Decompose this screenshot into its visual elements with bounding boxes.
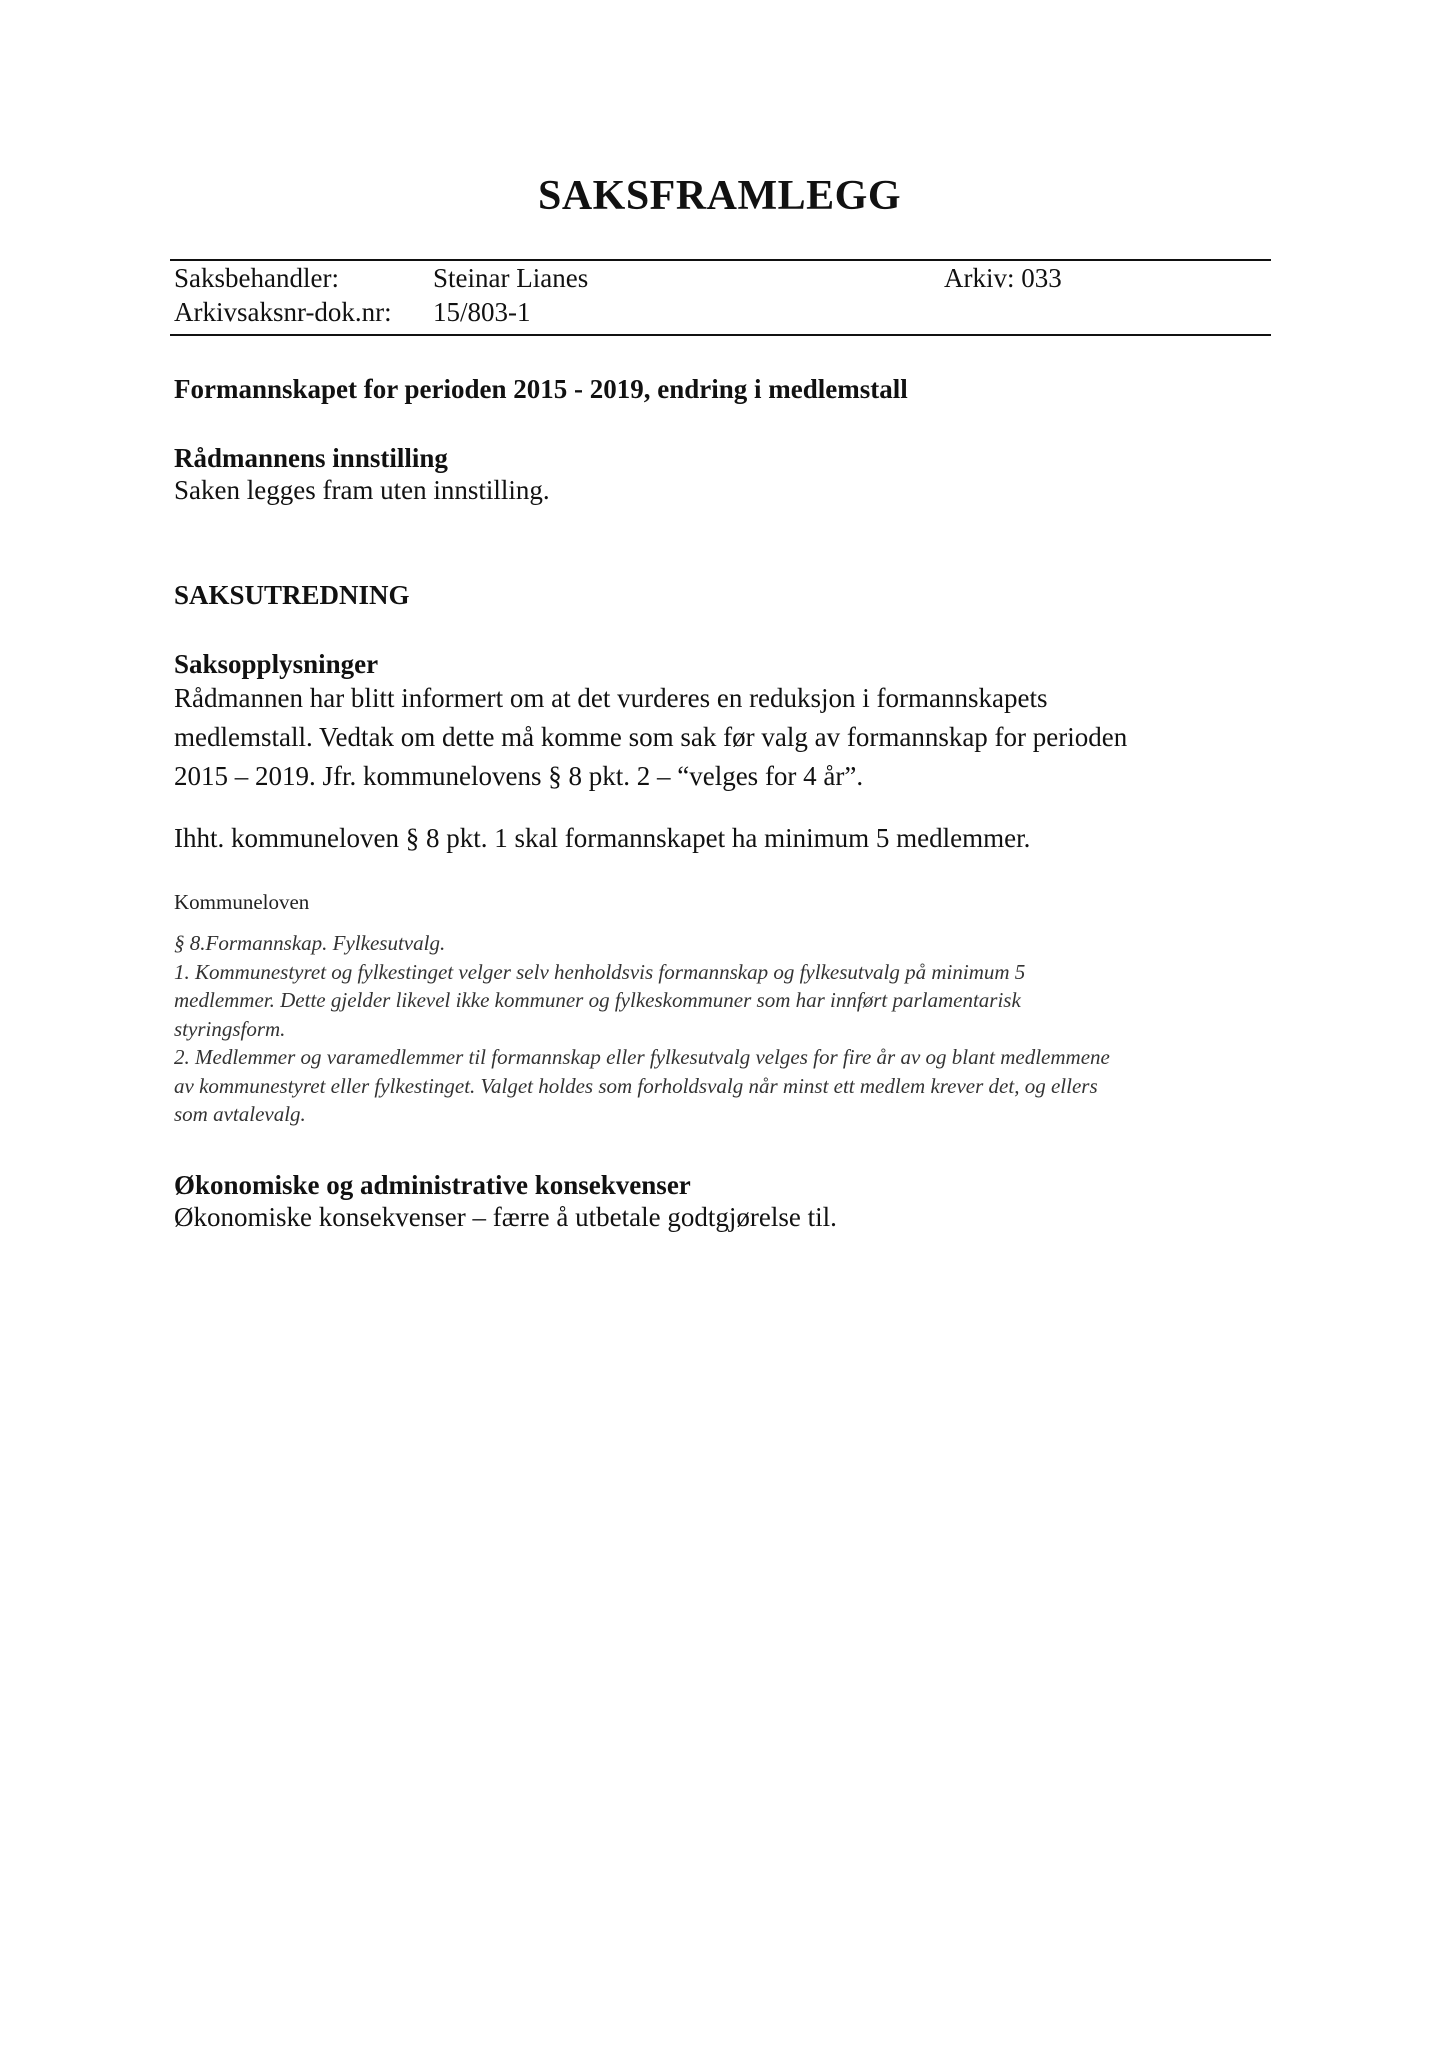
arkivsaksnr-label: Arkivsaksnr-dok.nr:: [174, 297, 392, 327]
konsekvenser-heading: Økonomiske og administrative konsekvenser: [174, 1170, 691, 1200]
konsekvenser-text: Økonomiske konsekvenser – færre å utbetale godtgjørelse til.: [174, 1202, 837, 1232]
arkivsaksnr-value: 15/803-1: [433, 297, 531, 327]
saksbehandler-label: Saksbehandler:: [174, 263, 339, 293]
arkiv-code: Arkiv: 033: [944, 263, 1062, 293]
saksopplysninger-line-2: medlemstall. Vedtak om dette må komme som sak før valg av formannskap for perioden: [174, 722, 1128, 752]
saksopplysninger-line-3: 2015 – 2019. Jfr. kommunelovens § 8 pkt. 2 – “velges for 4 år”.: [174, 761, 864, 791]
header-rule-top: [170, 259, 1271, 261]
saksopplysninger-line-1: Rådmannen har blitt informert om at det vurderes en reduksjon i formannskapets: [174, 683, 1048, 713]
law-line-4: styringsform.: [174, 1016, 286, 1041]
saksbehandler-value: Steinar Lianes: [433, 263, 589, 293]
saksutredning-heading: SAKSUTREDNING: [174, 580, 410, 610]
header-rule-bottom: [170, 334, 1271, 336]
innstilling-heading: Rådmannens innstilling: [174, 443, 448, 473]
case-subject: Formannskapet for perioden 2015 - 2019, endring i medlemstall: [174, 374, 908, 404]
law-line-3: medlemmer. Dette gjelder likevel ikke kommuner og fylkeskommuner som har innført parlamentarisk: [174, 988, 1021, 1012]
document-title: SAKSFRAMLEGG: [537, 173, 902, 219]
kommuneloven-label: Kommuneloven: [174, 890, 310, 914]
law-line-6: av kommunestyret eller fylkestinget. Valget holdes som forholdsvalg når minst ett medlem krever det, og ellers: [174, 1073, 1098, 1098]
innstilling-text: Saken legges fram uten innstilling.: [174, 475, 550, 505]
law-line-1: § 8.Formannskap. Fylkesutvalg.: [174, 931, 446, 955]
ihht-paragraph: Ihht. kommuneloven § 8 pkt. 1 skal formannskapet ha minimum 5 medlemmer.: [174, 823, 1031, 853]
law-line-2: 1. Kommunestyret og fylkestinget velger selv henholdsvis formannskap og fylkesutvalg på minimum 5: [174, 959, 1026, 984]
saksopplysninger-heading: Saksopplysninger: [174, 649, 379, 679]
law-line-7: som avtalevalg.: [174, 1102, 306, 1126]
law-line-5: 2. Medlemmer og varamedlemmer til formannskap eller fylkesutvalg velges for fire år av og blant medlemmene: [174, 1045, 1110, 1069]
